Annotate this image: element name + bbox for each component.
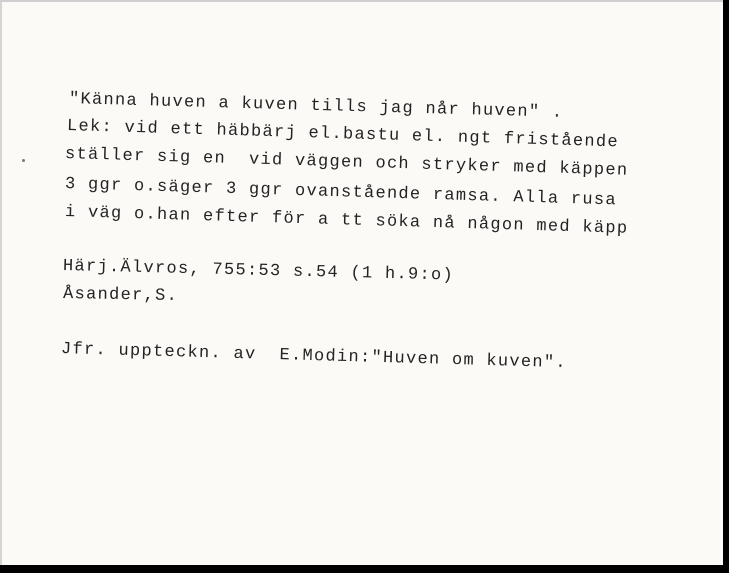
card-text-line-4: 3 ggr o.säger 3 ggr ovanstående ramsa. Alla rusa <box>64 175 618 211</box>
card-text-line-5: i väg o.han efter för a tt söka nå någon med käpp <box>64 203 629 239</box>
card-recorder-line: Åsander,S. <box>62 285 179 307</box>
card-reference-line: Jfr. uppteckn. av E.Modin:"Huven om kuven". <box>60 340 568 374</box>
margin-dot <box>22 159 25 162</box>
card-text-line-3: ställer sig en vid väggen och stryker med käppen <box>64 145 629 181</box>
card-text-line-1: "Känna huven a kuven tills jag når huven" . <box>68 90 564 123</box>
card-source-line: Härj.Älvros, 755:53 s.54 (1 h.9:o) <box>62 257 455 286</box>
card-text-line-2: Lek: vid ett häbbärj el.bastu el. ngt fristående <box>66 117 620 153</box>
